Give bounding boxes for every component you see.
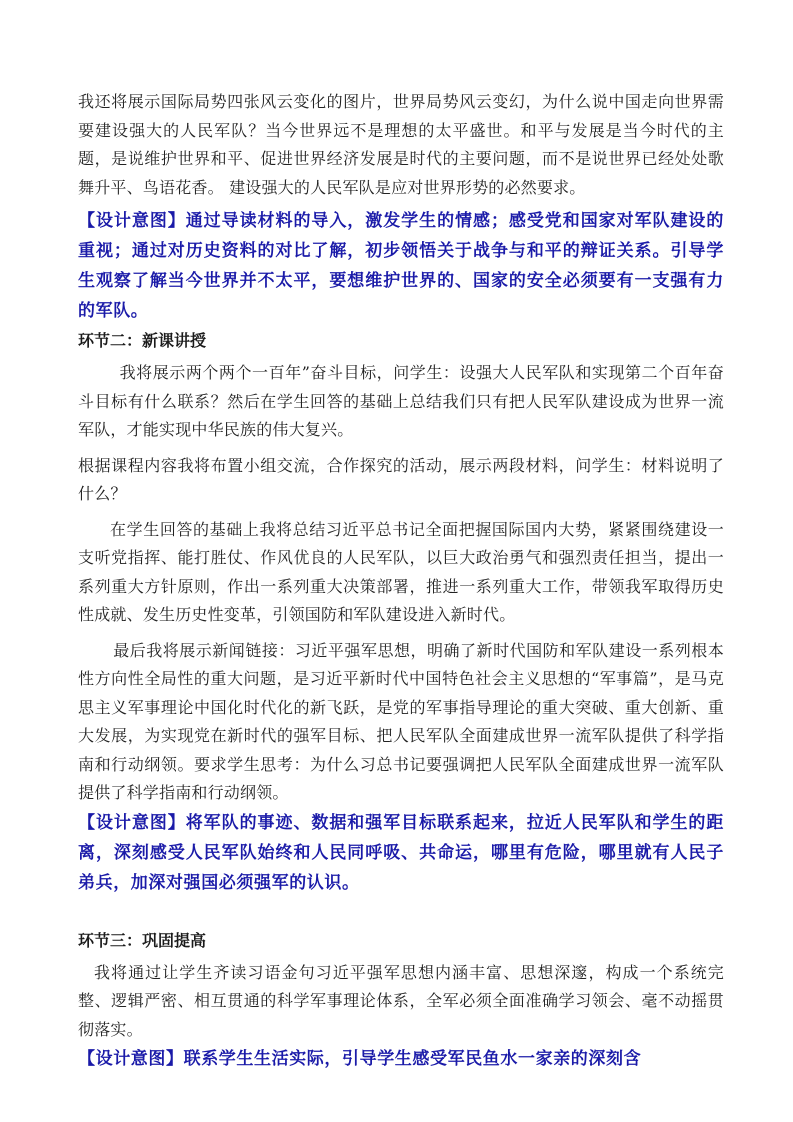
design-intent-3: 【设计意图】联系学生生活实际，引导学生感受军民鱼水一家亲的深刻含 [78,1049,642,1069]
intro-paragraph: 我还将展示国际局势四张风云变化的图片，世界局势风云变幻，为什么说中国走向世界需要建设强大的人民军队？当今世界远不是理想的太平盛世。和平与发展是当今时代的主题，是说维护世界和平、促进世界经济发展是时代的主要问题，而不是说世界已经处处歌舞升平、鸟语花香。 建设强大的人民军队是应对世界形势的必然要求。 [78,92,724,197]
section-2-heading: 环节二：新课讲授 [78,331,207,350]
section-2-paragraph-1: 我将展示两个两个一百年”奋斗目标，问学生：设强大人民军队和实现第二个百年奋斗目标有什么联系？然后在学生回答的基础上总结我们只有把人民军队建设成为世界一流军队，才能实现中华民族的伟大复兴。 [78,363,724,439]
document-page [78,88,724,1074]
design-intent-2: 【设计意图】将军队的事迹、数据和强军目标联系起来，拉近人民军队和学生的距离，深刻感受人民军队始终和人民同呼吸、共命运，哪里有危险，哪里就有人民子弟兵，加深对强国必须强军的认识。 [78,812,724,893]
section-2-paragraph-2: 根据课程内容我将布置小组交流，合作探究的活动，展示两段材料，问学生：材料说明了什么？ [78,455,724,503]
section-2-paragraph-4: 最后我将展示新闻链接：习近平强军思想，明确了新时代国防和军队建设一系列根本性方向性全局性的重大问题，是习近平新时代中国特色社会主义思想的“军事篇”，是马克思主义军事理论中国化时代化的新飞跃，是党的军事指导理论的重大突破、重大创新、重大发展，为实现党在新时代的强军目标、把人民军队全面建成世界一流军队提供了科学指南和行动纲领。要求学生思考：为什么习总书记要强调把人民军队全面建成世界一流军队提供了科学指南和行动纲领。 [78,640,724,802]
section-3-heading: 环节三：巩固提高 [78,930,207,950]
design-intent-1: 【设计意图】通过导读材料的导入，激发学生的情感；感受党和国家对军队建设的重视；通过对历史资料的对比了解，初步领悟关于战争与和平的辩证关系。引导学生观察了解当今世界并不太平，要想维护世界的、国家的安全必须要有一支强有力的军队。 [78,211,724,321]
section-3-paragraph-1: 我将通过让学生齐读习语金句习近平强军思想内涵丰富、思想深邃，构成一个系统完整、逻辑严密、相互贯通的科学军事理论体系，全军必须全面准确学习领会、毫不动摇贯彻落实。 [78,962,724,1039]
section-2-paragraph-3: 在学生回答的基础上我将总结习近平总书记全面把握国际国内大势，紧紧围绕建设一支听党指挥、能打胜仗、作风优良的人民军队，以巨大政治勇气和强烈责任担当，提出一系列重大方针原则，作出一系列重大决策部署，推进一系列重大工作，带领我军取得历史性成就、发生历史性变革，引领国防和军队建设进入新时代。 [78,519,724,624]
